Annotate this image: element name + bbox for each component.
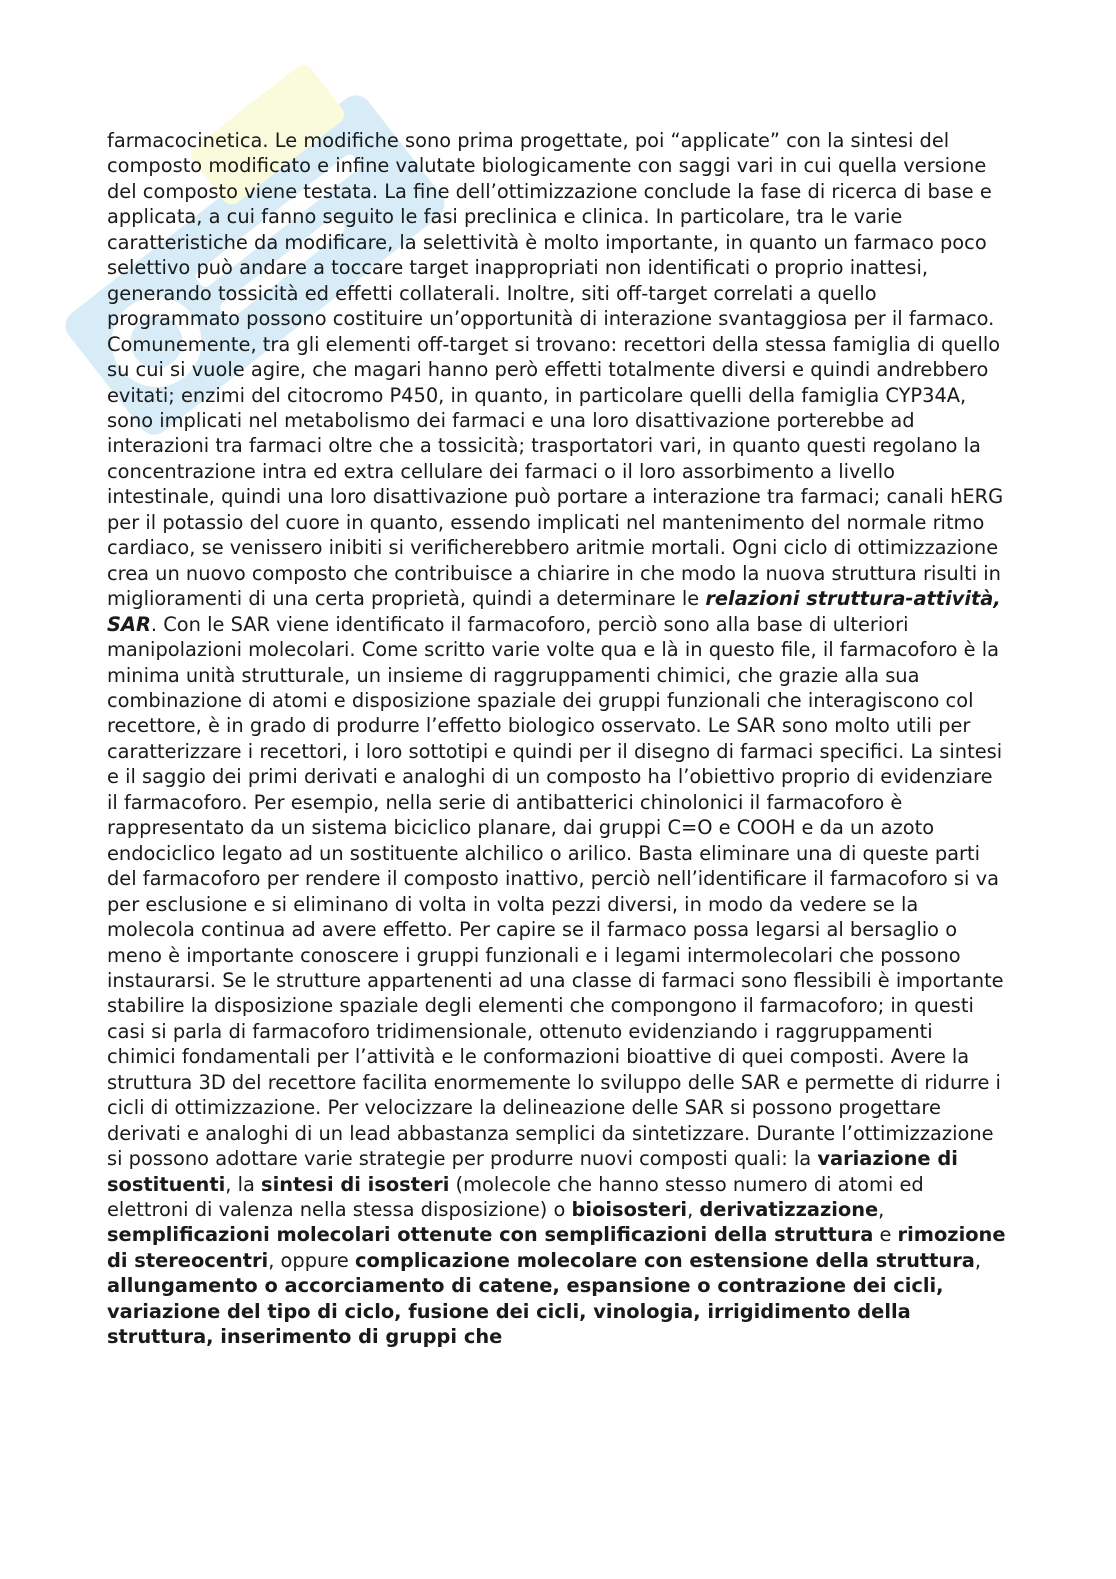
- document-body: [107, 128, 1007, 1350]
- term-variazione-sostituenti: variazione di sostituenti: [107, 1147, 958, 1196]
- term-derivatizzazione: derivatizzazione: [699, 1198, 879, 1222]
- text-run: e: [873, 1223, 898, 1247]
- text-run: farmacocinetica. Le modifiche sono prima progettate, poi “applicate” con la sintesi del composto modificato e infine valutate biologicamente con saggi vari in cui quella versione del composto viene testata. La fine dell’ottimizzazione conclude la fase di ricerca di base e applicata, a cui fanno seguito le fasi preclinica e clinica. In particolare, tra le varie caratteristiche da modificare, la selettività è molto importante, in quanto un farmaco poco selettivo può andare a toccare target inappropriati non identificati o proprio inattesi, generando tossicità ed effetti collaterali. Inoltre, siti off-target correlati a quello programmato possono costituire un’opportunità di interazione svantaggiosa per il farmaco. Comunemente, tra gli elementi off-target si trovano: recettori della stessa famiglia di quello su cui si vuole agire, che magari hanno però effetti totalmente diversi e quindi andrebbero evitati; enzimi del citocromo P450, in quanto, in particolare quelli della famiglia CYP34A, sono implicati nel metabolismo dei farmaci e una loro disattivazione porterebbe ad interazioni tra farmaci oltre che a tossicità; trasportatori vari, in quanto questi regolano la concentrazione intra ed extra cellulare dei farmaci o il loro assorbimento a livello intestinale, quindi una loro disattivazione può portare a interazione tra farmaci; canali hERG per il potassio del cuore in quanto, essendo implicati nel mantenimento del normale ritmo cardiaco, se venissero inibiti si verificherebbero aritmie mortali. Ogni ciclo di ottimizzazione crea un nuovo composto che contribuisce a chiarire in che modo la nuova struttura risulti in miglioramenti di una certa proprietà, quindi a determinare le: [107, 129, 1004, 611]
- paragraph: [107, 128, 1007, 1350]
- term-allungamento: allungamento o accorciamento di catene, espansione o contrazione dei cicli, variazione del tipo di ciclo, fusione dei cicli, vinologia, irrigidimento della struttura, inserimento di gruppi che: [107, 1274, 944, 1349]
- term-sar: relazioni struttura-attività, SAR: [107, 587, 1001, 636]
- text-run: , oppure: [268, 1248, 355, 1272]
- text-run: ,: [974, 1248, 982, 1272]
- text-run: , la: [225, 1172, 262, 1196]
- term-complicazione: complicazione molecolare con estensione della struttura: [354, 1248, 975, 1272]
- text-run: ,: [687, 1198, 700, 1222]
- term-semplificazioni: semplificazioni molecolari ottenute con semplificazioni della struttura: [107, 1223, 874, 1247]
- term-bioisosteri: bioisosteri: [571, 1198, 688, 1222]
- term-rimozione-stereocentri: rimozione di stereocentri: [107, 1223, 1006, 1272]
- text-run: . Con le SAR viene identificato il farmacoforo, perciò sono alla base di ulteriori manipolazioni molecolari. Come scritto varie volte qua e là in questo file, il farmacoforo è la minima unità strutturale, un insieme di raggruppamenti chimici, che grazie alla sua combinazione di atomi e disposizione spaziale dei gruppi funzionali che interagiscono col recettore, è in grado di produrre l’effetto biologico osservato. Le SAR sono molto utili per caratterizzare i recettori, i loro sottotipi e quindi per il disegno di farmaci specifici. La sintesi e il saggio dei primi derivati e analoghi di un composto ha l’obiettivo proprio di evidenziare il farmacoforo. Per esempio, nella serie di antibatterici chinolonici il farmacoforo è rappresentato da un sistema biciclico planare, dai gruppi C=O e COOH e da un azoto endociclico legato ad un sostituente alchilico o arilico. Basta eliminare una di queste parti del farmacoforo per rendere il composto inattivo, perciò nell’identificare il farmacoforo si va per esclusione e si eliminano di volta in volta pezzi diversi, in modo da vedere se la molecola continua ad avere effetto. Per capire se il farmaco possa legarsi al bersaglio o meno è importante conoscere i gruppi funzionali e i legami intermolecolari che possono instaurarsi. Se le strutture appartenenti ad una classe di farmaci sono flessibili è importante stabilire la disposizione spaziale degli elementi che compongono il farmacoforo; in questi casi si parla di farmacoforo tridimensionale, ottenuto evidenziando i raggruppamenti chimici fondamentali per l’attività e le conformazioni bioattive di quei composti. Avere la struttura 3D del recettore facilita enormemente lo sviluppo delle SAR e permette di ridurre i cicli di ottimizzazione. Per velocizzare la delineazione delle SAR si possono progettare derivati e analoghi di un lead abbastanza semplici da sintetizzare. Durante l’ottimizzazione si possono adottare varie strategie per produrre nuovi composti quali: la: [107, 612, 1004, 1171]
- text-run: ,: [878, 1198, 885, 1222]
- term-sintesi-isosteri: sintesi di isosteri: [261, 1172, 450, 1196]
- text-run: (molecole che hanno stesso numero di atomi ed elettroni di valenza nella stessa disposizione) o: [107, 1172, 924, 1222]
